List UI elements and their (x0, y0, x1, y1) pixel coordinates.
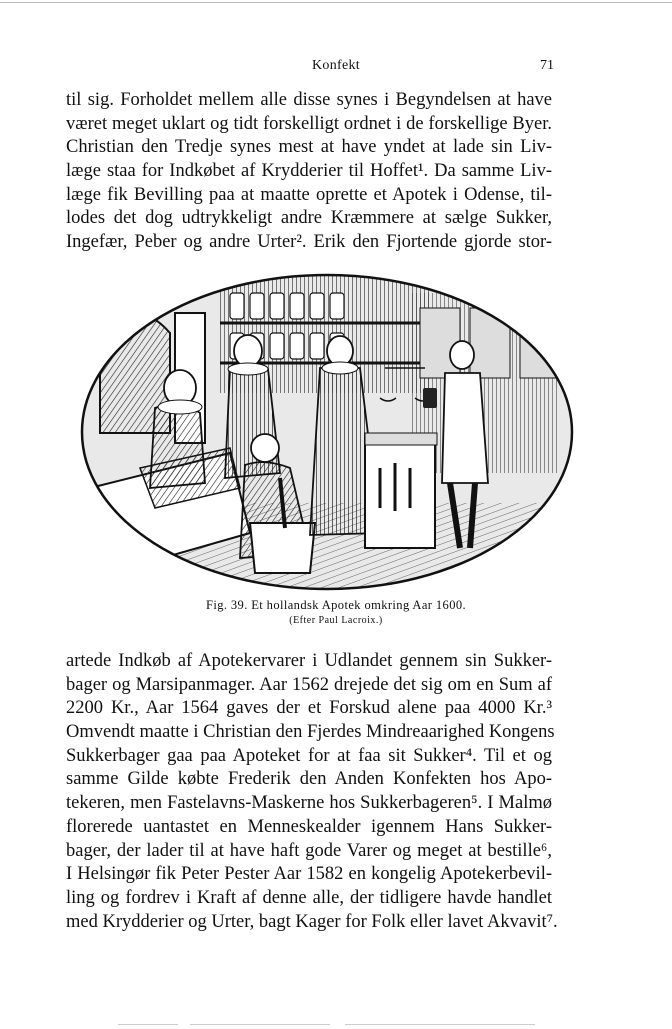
text-line: Sukkerbager gaa paa Apoteket for at faa sit Sukker⁴. Til et og (66, 745, 552, 766)
text-line: været meget uklart og tidt forskelligt ordnet i de forskellige Byer. (66, 113, 552, 134)
text-line: til sig. Forholdet mellem alle disse synes i Begyndelsen at have (66, 90, 552, 110)
paragraph-2 (66, 650, 558, 934)
apothecary-engraving (80, 273, 574, 591)
text-line: læge staa for Indkøbet af Krydderier til Hoffet¹. Da samme Liv- (66, 161, 552, 182)
figure-credit: (Efter Paul Lacroix.) (289, 615, 383, 626)
text-line: samme Gilde købte Frederik den Anden Konfekten hos Apo- (66, 769, 552, 790)
text-line: med Krydderier og Urter, bagt Kager for Folk eller lavet Akvavit⁷. (66, 911, 558, 932)
figure-caption: Fig. 39. Et hollandsk Apotek omkring Aar 1600. (205, 598, 467, 612)
text-line: Omvendt maatte i Christian den Fjerdes Mindreaarighed Kongens (66, 722, 555, 743)
text-line: læge fik Bevilling paa at maatte oprette et Apotek i Odense, til- (66, 184, 552, 205)
text-line: florerede uantastet en Menneskealder igennem Hans Sukker- (66, 816, 552, 837)
page-number: 71 (540, 58, 554, 73)
text-line: artede Indkøb af Apotekervarer i Udlandet gennem sin Sukker- (66, 651, 552, 671)
text-line: Ingefær, Peber og andre Urter². Erik den Fjortende gjorde stor- (66, 232, 552, 253)
paragraph-1 (66, 89, 552, 255)
text-line: lodes det dog udtrykkeligt andre Kræmmere at sælge Sukker, (66, 208, 552, 229)
running-head (0, 58, 672, 78)
bottom-rule (345, 1024, 535, 1025)
text-line: bager, der lader til at have haft gode Varer og meget at bestille⁶, (66, 840, 552, 861)
top-rule (0, 2, 672, 3)
running-title: Konfekt (312, 58, 360, 73)
text-line: tekeren, men Fastelavns-Maskerne hos Sukkerbageren⁵. I Malmø (66, 793, 552, 814)
text-line: 2200 Kr., Aar 1564 gaves der et Forskud alene paa 4000 Kr.³ (66, 698, 552, 719)
text-line: ling og fordrev i Kraft af denne alle, der tidligere havde handlet (66, 887, 552, 908)
bottom-rule (190, 1024, 330, 1025)
bottom-rule (118, 1024, 178, 1025)
text-line: bager og Marsipanmager. Aar 1562 drejede det sig om en Sum af (66, 674, 552, 695)
text-line: I Helsingør fik Peter Pester Aar 1582 en kongelig Apotekerbevil- (66, 864, 552, 885)
text-line: Christian den Tredje synes mest at have yndet at lade sin Liv- (66, 137, 552, 158)
engraving-illustration (80, 273, 574, 591)
